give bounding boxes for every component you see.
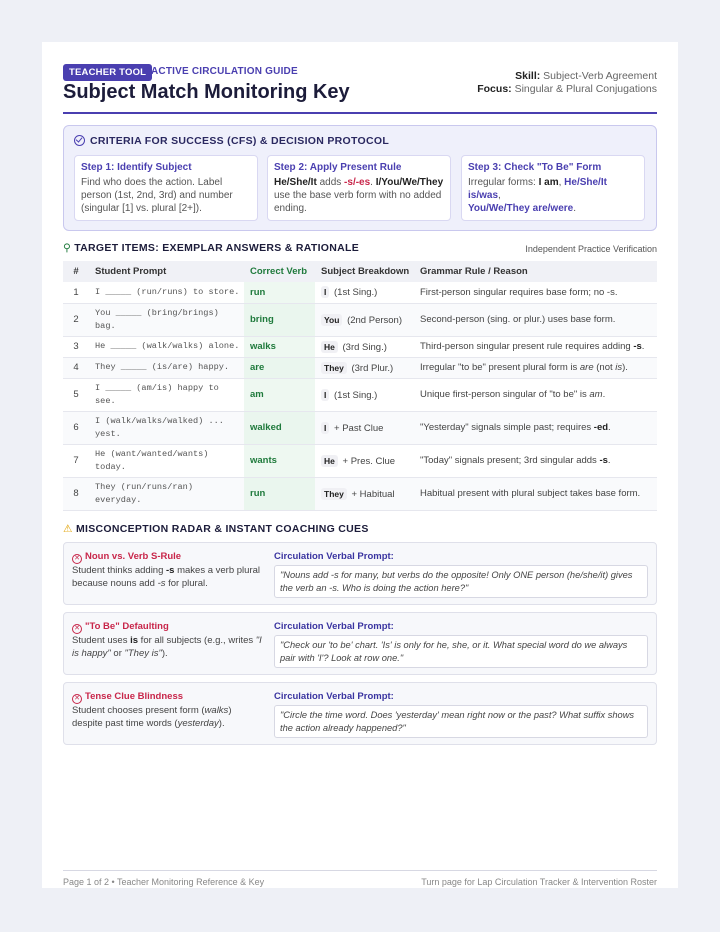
- criteria-heading: [74, 135, 389, 147]
- subject-detail: (1st Sing.): [334, 389, 378, 401]
- misconception-card-2: [63, 612, 657, 675]
- subject-chip: He: [321, 341, 338, 353]
- desc-part: makes a verb plural because nouns add: [72, 565, 261, 589]
- subject-chip: They: [321, 362, 347, 374]
- focus-label: Focus:: [477, 83, 512, 95]
- desc-italic: "I is happy": [72, 635, 262, 659]
- row-verb: walked: [244, 411, 315, 444]
- verbal-prompt-quote: "Circle the time word. Does 'yesterday' mean right now or the past? What suffix shows the action already happened?": [274, 705, 648, 738]
- rule-end: .: [608, 422, 611, 433]
- desc-part: for plural.: [165, 578, 208, 589]
- row-rule: [414, 411, 657, 444]
- table-row: [63, 357, 657, 378]
- rule-am: am: [589, 389, 603, 400]
- table-row: [63, 444, 657, 477]
- col-prompt: Student Prompt: [89, 261, 244, 282]
- rule-suffix: -s: [599, 455, 608, 466]
- page-footer: [63, 870, 657, 887]
- subject-detail: (3rd Plur.): [351, 362, 394, 374]
- row-prompt: You _____ (bring/brings) bag.: [89, 303, 244, 336]
- step-2-title: Step 2: Apply Present Rule: [274, 162, 402, 173]
- rule-suffix: -s: [633, 341, 642, 352]
- footer-right: Turn page for Lap Circulation Tracker & Intervention Roster: [421, 877, 657, 887]
- rule-end: ).: [622, 362, 628, 373]
- row-verb: run: [244, 477, 315, 510]
- row-subject: [315, 444, 414, 477]
- header: [63, 64, 657, 114]
- rule-text: "Yesterday" signals simple past; requires: [420, 422, 594, 433]
- row-prompt: He _____ (walk/walks) alone.: [89, 336, 244, 357]
- target-items-table: [63, 261, 657, 511]
- subject-detail: + Pres. Clue: [342, 455, 396, 467]
- document-page: [42, 42, 678, 888]
- row-prompt: They (run/runs/ran) everyday.: [89, 477, 244, 510]
- step-2-base-rule: use the base verb form with no added ending.: [274, 190, 442, 214]
- focus-value: Singular & Plural Conjugations: [514, 83, 657, 95]
- misconception-heading: [63, 523, 369, 535]
- step-1-text: Find who does the action. Label person (1st, 2nd, 3rd) and number (singular [1] vs. plural [2+]).: [81, 177, 233, 214]
- teacher-tool-badge: TEACHER TOOL: [63, 64, 152, 81]
- step-3-i-am: I am: [538, 177, 559, 188]
- misconception-description: [72, 704, 262, 730]
- row-verb: are: [244, 357, 315, 378]
- desc-italic: "They is": [124, 648, 162, 659]
- row-prompt: I (walk/walks/walked) ... yest.: [89, 411, 244, 444]
- subject-detail: + Past Clue: [334, 422, 384, 434]
- criteria-heading-text: CRITERIA FOR SUCCESS (CFS) & DECISION PROTOCOL: [90, 135, 390, 147]
- col-verb: Correct Verb: [244, 261, 315, 282]
- step-3-is-was: He/She/It is/was: [468, 177, 607, 201]
- step-1-title: Step 1: Identify Subject: [81, 162, 192, 173]
- skill-label: Skill:: [515, 70, 541, 82]
- x-circle-icon: ✕: [72, 554, 82, 564]
- desc-italic: walks: [204, 705, 229, 716]
- step-3-title: Step 3: Check "To Be" Form: [468, 162, 602, 173]
- row-subject: [315, 303, 414, 336]
- row-number: 8: [63, 477, 89, 510]
- table-row: [63, 282, 657, 303]
- row-number: 4: [63, 357, 89, 378]
- desc-italic: -s: [157, 578, 166, 589]
- desc-part: Student thinks adding: [72, 565, 167, 576]
- verbal-prompt-label: Circulation Verbal Prompt:: [274, 621, 394, 632]
- col-rule: Grammar Rule / Reason: [414, 261, 657, 282]
- table-row: [63, 378, 657, 411]
- row-verb: wants: [244, 444, 315, 477]
- warning-icon: ⚠: [63, 523, 73, 535]
- step-3-comma: ,: [558, 177, 565, 188]
- row-subject: [315, 357, 414, 378]
- desc-part: ).: [161, 648, 168, 659]
- subject-chip: You: [321, 314, 342, 326]
- page-title: Subject Match Monitoring Key: [63, 81, 350, 103]
- col-num: #: [63, 261, 89, 282]
- subject-detail: + Habitual: [351, 488, 395, 500]
- row-subject: [315, 411, 414, 444]
- rule-text: "Today" signals present; 3rd singular adds: [420, 455, 600, 466]
- criteria-panel: [63, 125, 657, 231]
- row-subject: [315, 336, 414, 357]
- table-row: [63, 411, 657, 444]
- misconception-title-text: Tense Clue Blindness: [85, 691, 184, 702]
- row-rule: [414, 444, 657, 477]
- x-circle-icon: ✕: [72, 624, 82, 634]
- step-2-period: .: [370, 177, 376, 188]
- row-rule: Second-person (sing. or plur.) uses base form.: [414, 303, 657, 336]
- desc-bold: -s: [166, 565, 175, 576]
- misconception-title-text: "To Be" Defaulting: [85, 621, 169, 632]
- desc-part: ) despite past time words (: [72, 705, 232, 729]
- misconception-title: [72, 551, 181, 564]
- skill-value: Subject-Verb Agreement: [543, 70, 657, 82]
- row-prompt: He (want/wanted/wants) today.: [89, 444, 244, 477]
- step-3-card: [461, 155, 645, 221]
- subject-chip: They: [321, 488, 347, 500]
- step-2-adds: adds: [316, 177, 345, 188]
- rule-text: Third-person singular present rule requires adding: [420, 341, 634, 352]
- desc-part: Student uses: [72, 635, 131, 646]
- table-header-row: [63, 261, 657, 282]
- verbal-prompt-label: Circulation Verbal Prompt:: [274, 551, 394, 562]
- table-row: [63, 477, 657, 510]
- row-prompt: I _____ (run/runs) to store.: [89, 282, 244, 303]
- misconception-title: [72, 691, 183, 704]
- subject-chip: I: [321, 286, 329, 298]
- subject-chip: He: [321, 455, 338, 467]
- verbal-prompt-quote: "Check our 'to be' chart. 'Is' is only for he, she, or it. What special word do we always pair with 'I'? Look at row one.": [274, 635, 648, 668]
- x-circle-icon: ✕: [72, 694, 82, 704]
- row-verb: walks: [244, 336, 315, 357]
- row-rule: First-person singular requires base form; no -s.: [414, 282, 657, 303]
- row-number: 7: [63, 444, 89, 477]
- rule-is: is: [615, 362, 623, 373]
- rule-end: .: [602, 389, 606, 400]
- desc-part: Student chooses present form (: [72, 705, 205, 716]
- target-items-note: Independent Practice Verification: [525, 244, 657, 254]
- subject-chip: I: [321, 389, 329, 401]
- step-2-plural-subjects: I/You/We/They: [375, 177, 444, 188]
- step-2-subject: He/She/It: [274, 177, 317, 188]
- subject-detail: (3rd Sing.): [342, 341, 387, 353]
- misconception-description: [72, 564, 262, 590]
- desc-part: or: [110, 648, 125, 659]
- step-3-are-were: You/We/They are/were: [468, 203, 574, 214]
- rule-end: .: [607, 455, 611, 466]
- desc-part: ).: [218, 718, 225, 729]
- step-2-suffix: -s/-es: [344, 177, 371, 188]
- footer-left: Page 1 of 2 • Teacher Monitoring Reference & Key: [63, 877, 265, 887]
- rule-end: .: [641, 341, 645, 352]
- step-1-card: [74, 155, 258, 221]
- row-verb: am: [244, 378, 315, 411]
- step-2-text: [274, 176, 444, 215]
- col-subject: Subject Breakdown: [315, 261, 414, 282]
- table-row: [63, 303, 657, 336]
- step-3-comma-2: ,: [498, 190, 501, 201]
- misconception-title-text: Noun vs. Verb S-Rule: [85, 551, 182, 562]
- step-3-text: [468, 176, 638, 215]
- row-number: 6: [63, 411, 89, 444]
- skill-focus-box: [477, 70, 657, 96]
- step-2-card: [267, 155, 451, 221]
- subject-detail: (2nd Person): [347, 314, 402, 326]
- rule-text: Irregular "to be" present plural form is: [420, 362, 580, 373]
- verbal-prompt-label: Circulation Verbal Prompt:: [274, 691, 394, 702]
- rule-not: (not: [593, 362, 616, 373]
- row-subject: [315, 282, 414, 303]
- verbal-prompt-quote: "Nouns add -s for many, but verbs do the opposite! Only ONE person (he/she/it) gives the verb an -s. Who is doing the action here?": [274, 565, 648, 598]
- step-3-intro: Irregular forms:: [468, 177, 539, 188]
- row-rule: [414, 378, 657, 411]
- target-items-heading: [63, 242, 359, 254]
- rule-text: Unique first-person singular of "to be" is: [420, 389, 590, 400]
- row-rule: [414, 336, 657, 357]
- misconception-card-1: [63, 542, 657, 605]
- row-subject: [315, 378, 414, 411]
- row-verb: bring: [244, 303, 315, 336]
- desc-italic: yesterday: [177, 718, 219, 729]
- row-rule: Habitual present with plural subject takes base form.: [414, 477, 657, 510]
- key-icon: ⚲: [63, 242, 71, 254]
- step-3-period: .: [573, 203, 577, 214]
- row-number: 1: [63, 282, 89, 303]
- misconception-description: [72, 634, 262, 660]
- row-verb: run: [244, 282, 315, 303]
- row-number: 3: [63, 336, 89, 357]
- misconception-card-3: [63, 682, 657, 745]
- row-subject: [315, 477, 414, 510]
- desc-part: for all subjects (e.g., writes: [138, 635, 256, 646]
- rule-are: are: [579, 362, 594, 373]
- check-circle-icon: [74, 135, 85, 146]
- rule-suffix: -ed: [593, 422, 609, 433]
- subject-chip: I: [321, 422, 329, 434]
- subject-detail: (1st Sing.): [334, 287, 378, 299]
- table-row: [63, 336, 657, 357]
- row-number: 2: [63, 303, 89, 336]
- desc-bold: is: [130, 635, 139, 646]
- row-number: 5: [63, 378, 89, 411]
- target-items-heading-text: TARGET ITEMS: EXEMPLAR ANSWERS & RATIONALE: [74, 242, 360, 254]
- misconception-heading-text: MISCONCEPTION RADAR & INSTANT COACHING CUES: [75, 523, 369, 535]
- misconception-title: [72, 621, 169, 634]
- row-rule: [414, 357, 657, 378]
- row-prompt: They _____ (is/are) happy.: [89, 357, 244, 378]
- row-prompt: I _____ (am/is) happy to see.: [89, 378, 244, 411]
- guide-label: ACTIVE CIRCULATION GUIDE: [151, 66, 298, 77]
